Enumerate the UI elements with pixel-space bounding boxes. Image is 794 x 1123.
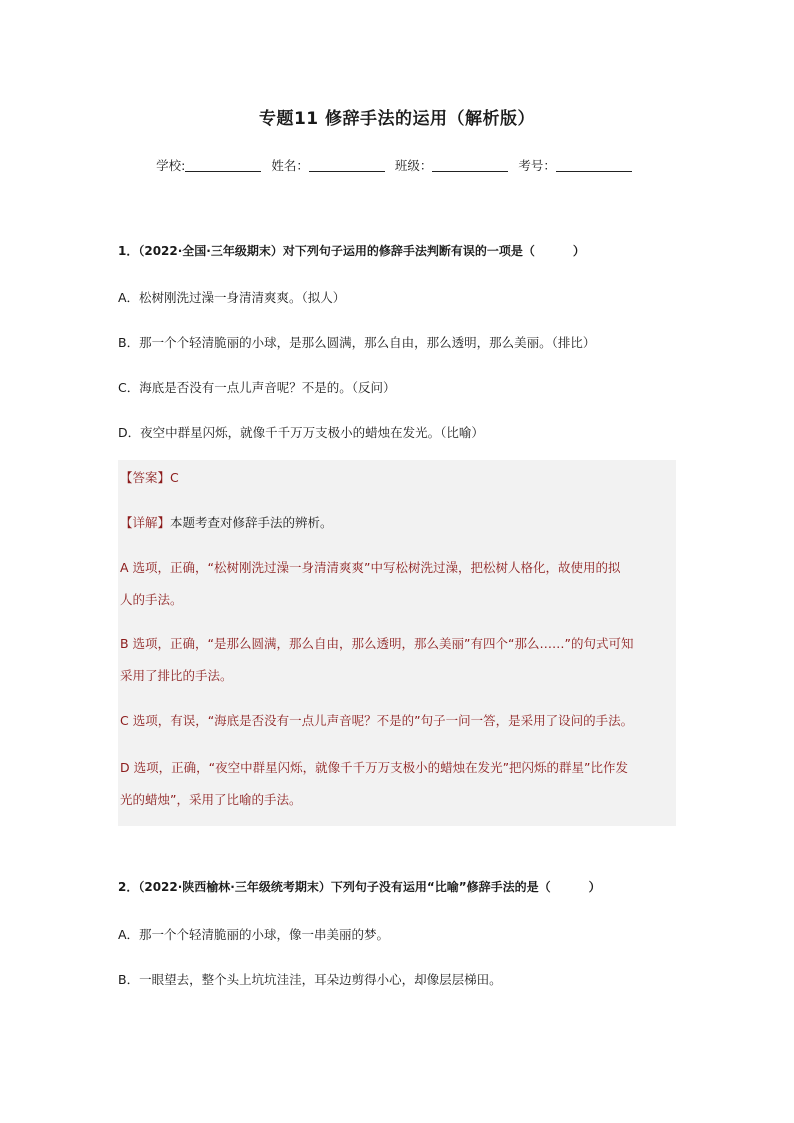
school-label: 学校:: [156, 158, 186, 173]
question-2-option-a: A．那一个个轻清脆丽的小球，像一串美丽的梦。: [118, 927, 390, 942]
question-1-option-c: C．海底是否没有一点儿声音呢？不是的。（反问）: [118, 380, 396, 395]
question-1-option-b: B．那一个个轻清脆丽的小球，是那么圆满，那么自由，那么透明，那么美丽。（排比）: [118, 335, 596, 350]
explain-line: 人的手法。: [120, 592, 183, 607]
question-1-option-d: D．夜空中群星闪烁，就像千千万万支极小的蜡烛在发光。（比喻）: [118, 425, 484, 440]
detail-label: 【详解】: [120, 515, 171, 530]
exam-number-blank: [556, 159, 632, 172]
class-label: 班级：: [394, 158, 433, 173]
question-2-stem: 2．（2022·陕西榆林·三年级统考期末）下列句子没有运用“比喻”修辞手法的是（ ）: [118, 880, 601, 894]
explain-line: D 选项，正确，“夜空中群星闪烁，就像千千万万支极小的蜡烛在发光”把闪烁的群星”比作发: [120, 760, 629, 775]
exam-number-label: 考号：: [518, 158, 556, 173]
question-1-stem: 1．（2022·全国·三年级期末）对下列句子运用的修辞手法判断有误的一项是（ ）: [118, 244, 585, 258]
question-2-option-b: B．一眼望去，整个头上坑坑洼洼，耳朵边剪得小心，却像层层梯田。: [118, 972, 502, 987]
explain-line: A 选项，正确，“松树刚洗过澡一身清清爽爽”中写松树洗过澡，把松树人格化，故使用的拟: [120, 560, 621, 575]
detail-line: [120, 513, 333, 531]
name-blank: [309, 159, 385, 172]
student-info-row: [0, 156, 794, 174]
answer-line: [120, 468, 179, 486]
explain-line: 光的蜡烛”，采用了比喻的手法。: [120, 792, 302, 807]
document-title: 专题11 修辞手法的运用（解析版）: [258, 109, 536, 129]
explain-line: C 选项，有误，“海底是否没有一点儿声音呢？不是的”句子一问一答，是采用了设问的手法。: [120, 713, 634, 728]
answer-label: 【答案】: [120, 470, 171, 485]
explain-line: 采用了排比的手法。: [120, 668, 233, 683]
question-1-option-a: A．松树刚洗过澡一身清清爽爽。（拟人）: [118, 290, 346, 305]
answer-value: C: [170, 470, 179, 485]
school-blank: [185, 159, 261, 172]
name-label: 姓名：: [271, 158, 309, 173]
detail-text: 本题考查对修辞手法的辨析。: [170, 515, 333, 530]
class-blank: [432, 159, 508, 172]
explain-line: B 选项，正确，“是那么圆满，那么自由，那么透明，那么美丽”有四个“那么……”的句式可知: [120, 636, 634, 651]
